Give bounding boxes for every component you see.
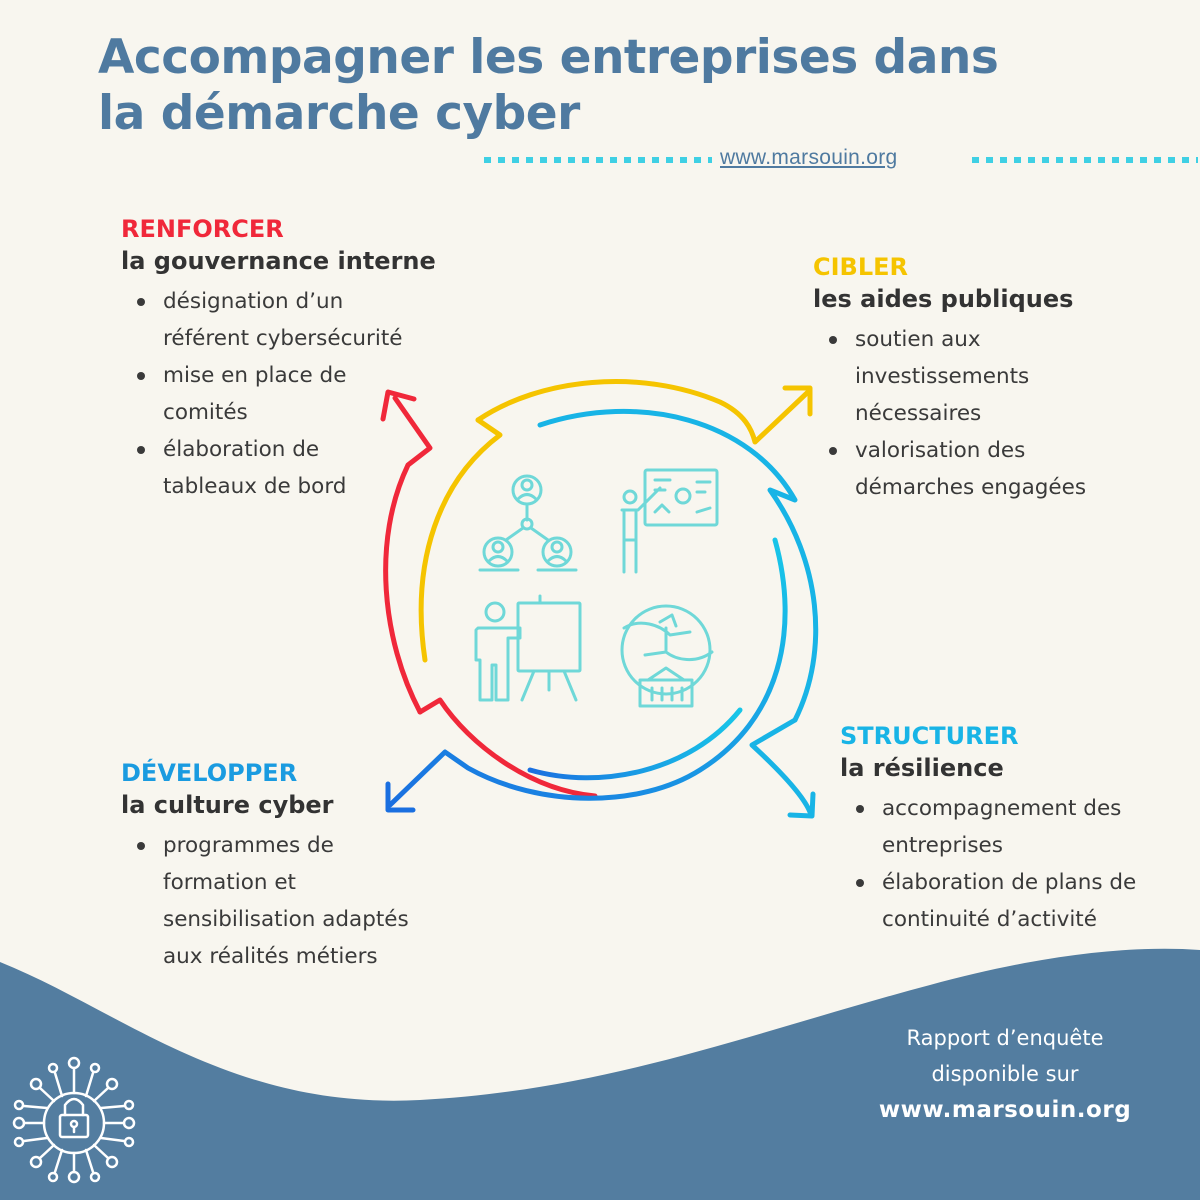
list-item: accompagnement des entreprises: [882, 790, 1136, 864]
title-line-1: Accompagner les entreprises dans: [98, 30, 999, 85]
cibler-heading: CIBLER: [813, 253, 909, 281]
developper-subtitle: la culture cyber: [121, 791, 334, 819]
developper-list: [121, 827, 409, 975]
padlock-circuit-icon: [14, 1058, 134, 1182]
title-line-2: la démarche cyber: [98, 86, 580, 141]
teacher-board-icon: [476, 596, 580, 700]
presenter-dashboard-icon: [622, 470, 717, 572]
list-item: élaboration de plans de continuité d’activité: [882, 864, 1136, 938]
footer-website-link[interactable]: www.marsouin.org: [878, 1097, 1132, 1123]
cibler-list: [813, 321, 1086, 506]
list-item: élaboration de tableaux de bord: [163, 431, 436, 505]
structurer-subtitle: la résilience: [840, 754, 1004, 782]
renforcer-list: [121, 283, 436, 505]
blue-arc: [390, 540, 785, 805]
renforcer-subtitle: la gouvernance interne: [121, 247, 436, 275]
header-website-link[interactable]: www.marsouin.org: [720, 146, 898, 169]
structurer-list: [840, 790, 1136, 938]
developper-heading: DÉVELOPPER: [121, 759, 298, 787]
footer-report-note: [860, 1020, 1150, 1128]
blue-inner-arc: [530, 710, 740, 778]
cibler-subtitle: les aides publiques: [813, 285, 1074, 313]
structurer-heading: STRUCTURER: [840, 722, 1019, 750]
developper-block: [121, 757, 409, 975]
funding-institution-icon: [622, 606, 712, 706]
cyan-arc-tail: [752, 720, 810, 812]
list-item: programmes de formation et sensibilisation adaptés aux réalités métiers: [163, 827, 409, 975]
renforcer-heading: RENFORCER: [121, 215, 284, 243]
red-arc-lower: [420, 700, 595, 796]
cibler-block: [813, 251, 1086, 506]
list-item: mise en place de comités: [163, 357, 436, 431]
structurer-block: [840, 720, 1136, 938]
list-item: valorisation des démarches engagées: [855, 432, 1086, 506]
list-item: soutien aux investissements nécessaires: [855, 321, 1086, 432]
list-item: désignation d’un référent cybersécurité: [163, 283, 436, 357]
network-people-icon: [480, 476, 576, 570]
renforcer-block: [121, 213, 436, 505]
footer-line-2: disponible sur: [931, 1062, 1079, 1086]
footer-line-1: Rapport d’enquête: [906, 1026, 1104, 1050]
